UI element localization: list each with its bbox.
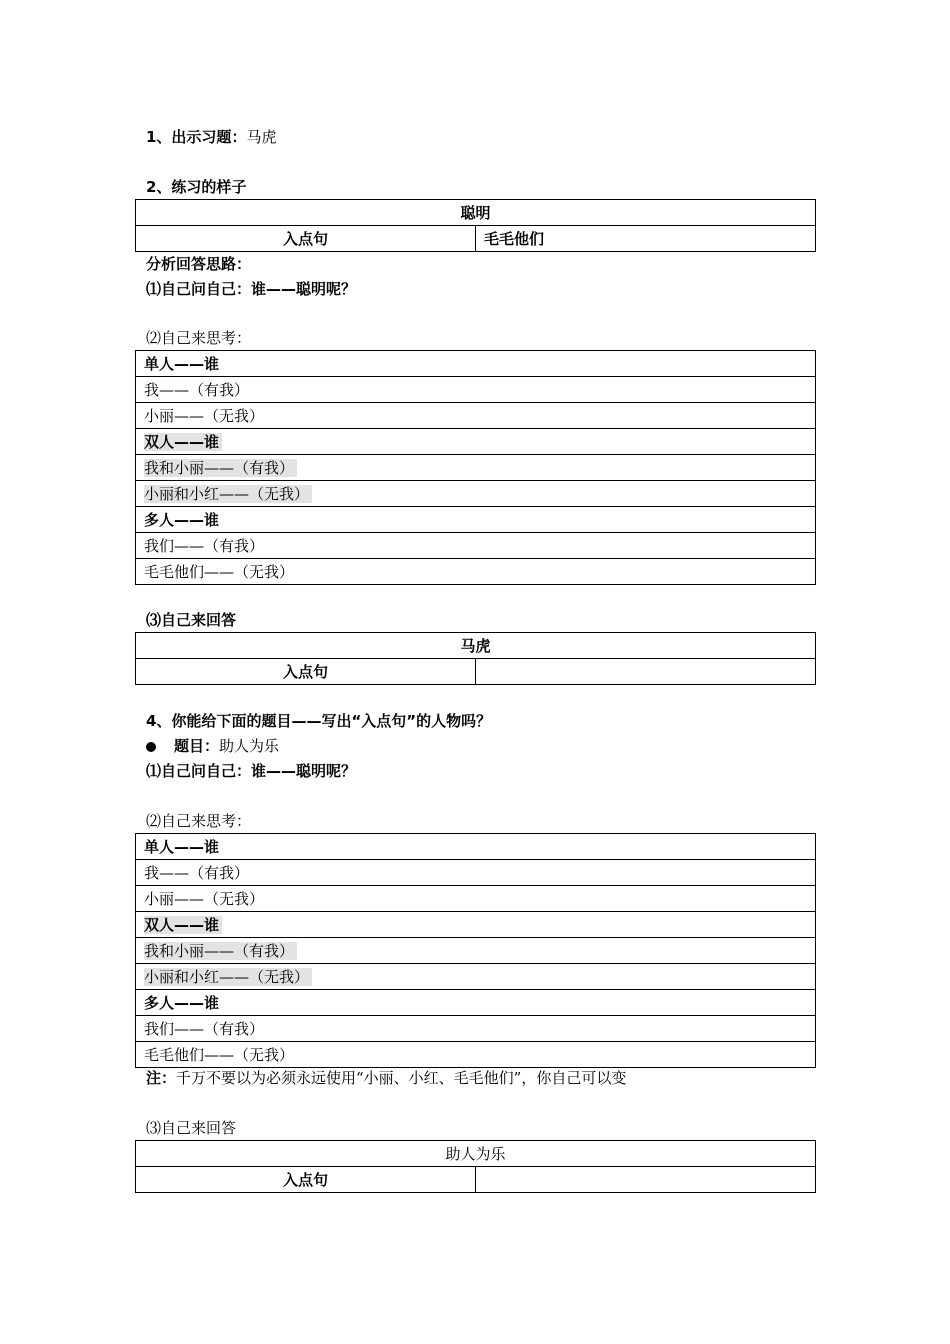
- exercise-title: [146, 127, 276, 147]
- group-example: 小丽和小红——（无我）: [144, 968, 312, 986]
- group-heading: 单人——谁: [144, 354, 220, 373]
- group-example: 小丽和小红——（无我）: [144, 485, 312, 503]
- think-row: [136, 860, 816, 886]
- group-example: 我——（有我）: [144, 863, 250, 882]
- group-example: 毛毛他们——（无我）: [144, 1045, 295, 1064]
- note-text: 千万不要以为必须永远使用“小丽、小红、毛毛他们”，你自己可以变: [176, 1069, 627, 1087]
- topic-label: 题目：: [174, 737, 220, 755]
- think-row: [136, 964, 816, 990]
- group-example: 我和小丽——（有我）: [144, 459, 297, 477]
- think-table-1: [135, 350, 816, 585]
- group-heading: 双人——谁: [144, 916, 222, 934]
- think-cell: [136, 1042, 816, 1068]
- think-cell: [136, 1016, 816, 1042]
- think-row: [136, 377, 816, 403]
- think-cell: [136, 938, 816, 964]
- entry-sentence-value: 毛毛他们: [476, 226, 816, 252]
- think-cell: [136, 351, 816, 377]
- think-row: [136, 886, 816, 912]
- think-cell: [136, 990, 816, 1016]
- think-cell: [136, 429, 816, 455]
- think-row: [136, 912, 816, 938]
- entry-sentence-answer-cell: [476, 659, 816, 685]
- bullet-icon: [146, 742, 156, 752]
- entry-sentence-label: 入点句: [136, 226, 476, 252]
- think-cell: [136, 559, 816, 585]
- think-cell: [136, 886, 816, 912]
- sample-table-header: 聪明: [136, 200, 816, 226]
- think-cell: [136, 860, 816, 886]
- think-row: [136, 455, 816, 481]
- answer-table-header: 马虎: [136, 633, 816, 659]
- topic-line: [146, 736, 279, 756]
- section-4-title: 4、你能给下面的题目——写出“入点句”的人物吗？: [146, 712, 492, 730]
- think-row: [136, 481, 816, 507]
- sample-table: [135, 199, 816, 252]
- think-cell: [136, 507, 816, 533]
- exercise-label: 1、出示习题：: [146, 128, 247, 146]
- group-example: 我和小丽——（有我）: [144, 942, 297, 960]
- step-1-question: ⑴自己问自己：谁——聪明呢？: [146, 280, 357, 298]
- step-1-question: ⑴自己问自己：谁——聪明呢？: [146, 762, 357, 780]
- think-row: [136, 990, 816, 1016]
- exercise-value: 马虎: [246, 128, 277, 146]
- think-cell: [136, 912, 816, 938]
- answer-table-2: [135, 1140, 816, 1193]
- think-cell: [136, 481, 816, 507]
- group-example: 小丽——（无我）: [144, 889, 265, 908]
- think-table-2: [135, 833, 816, 1068]
- group-example: 我们——（有我）: [144, 1019, 265, 1038]
- topic-value: 助人为乐: [219, 737, 280, 755]
- think-cell: [136, 455, 816, 481]
- answer-table-1: [135, 632, 816, 685]
- think-row: [136, 429, 816, 455]
- think-row: [136, 507, 816, 533]
- think-cell: [136, 834, 816, 860]
- think-row: [136, 1016, 816, 1042]
- think-row: [136, 834, 816, 860]
- group-heading: 单人——谁: [144, 837, 220, 856]
- think-cell: [136, 533, 816, 559]
- think-cell: [136, 964, 816, 990]
- analysis-title: 分析回答思路：: [146, 255, 252, 273]
- note-label: 注：: [146, 1069, 177, 1087]
- group-heading: 多人——谁: [144, 510, 220, 529]
- group-heading: 双人——谁: [144, 433, 222, 451]
- think-row: [136, 1042, 816, 1068]
- think-cell: [136, 403, 816, 429]
- step-2-think: ⑵自己来思考：: [146, 812, 252, 830]
- group-heading: 多人——谁: [144, 993, 220, 1012]
- entry-sentence-label: 入点句: [136, 1167, 476, 1193]
- group-example: 我们——（有我）: [144, 536, 265, 555]
- think-row: [136, 559, 816, 585]
- think-row: [136, 403, 816, 429]
- group-example: 毛毛他们——（无我）: [144, 562, 295, 581]
- section-2-title: 2、练习的样子: [146, 178, 247, 196]
- entry-sentence-answer-cell: [476, 1167, 816, 1193]
- note-line: [146, 1068, 626, 1088]
- group-example: 我——（有我）: [144, 380, 250, 399]
- step-2-think: ⑵自己来思考：: [146, 329, 252, 347]
- group-example: 小丽——（无我）: [144, 406, 265, 425]
- step-3-answer: ⑶自己来回答: [146, 1119, 237, 1137]
- step-3-answer: ⑶自己来回答: [146, 611, 237, 629]
- think-row: [136, 938, 816, 964]
- think-cell: [136, 377, 816, 403]
- answer-table-header: 助人为乐: [136, 1141, 816, 1167]
- entry-sentence-label: 入点句: [136, 659, 476, 685]
- think-row: [136, 351, 816, 377]
- think-row: [136, 533, 816, 559]
